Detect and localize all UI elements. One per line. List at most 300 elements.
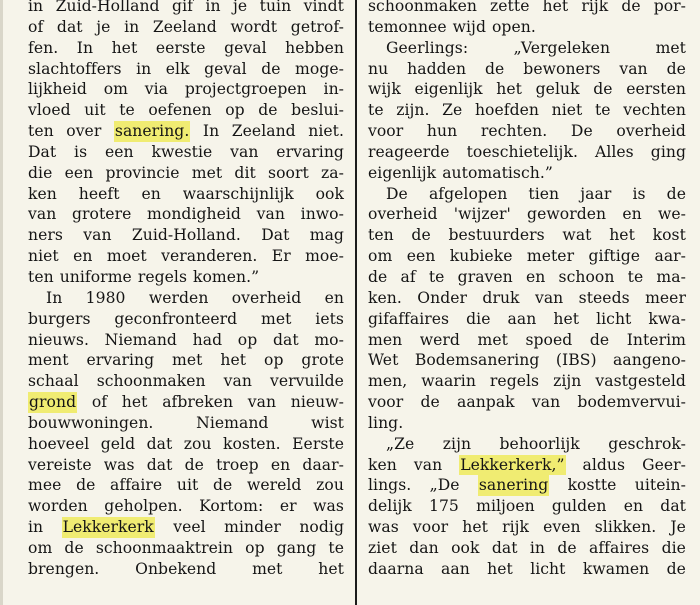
word: rechten.: [480, 122, 548, 141]
word: dit: [234, 163, 256, 182]
word: ervaring: [86, 351, 155, 370]
word: lijkheid: [28, 80, 87, 99]
word: grote: [301, 351, 344, 370]
word: hadden: [407, 59, 467, 78]
text-line: [28, 38, 344, 59]
word: Zuid-Holland.: [131, 226, 241, 245]
word: Dat: [261, 226, 290, 245]
highlighted-term: grond: [29, 393, 77, 412]
text-line: [368, 142, 686, 163]
word: hoeveel: [28, 434, 90, 453]
word: er: [279, 497, 297, 516]
word: vechten: [623, 101, 686, 120]
word: elk: [165, 59, 190, 78]
word: geschrok-: [608, 434, 686, 453]
word: of: [28, 17, 44, 36]
word: dat: [146, 434, 173, 453]
word: om: [28, 538, 53, 557]
word: kubieke: [449, 247, 513, 266]
word: de: [184, 455, 204, 474]
word: bestuurders: [448, 226, 545, 245]
word: inwo-: [300, 205, 344, 224]
word: „De: [429, 476, 460, 495]
word: werden: [148, 288, 209, 307]
word: Zeeland: [152, 17, 217, 36]
word: moe-: [305, 247, 344, 266]
word: vloed: [28, 101, 71, 120]
word: nu: [368, 59, 389, 78]
word: vereiste: [28, 455, 92, 474]
word: Geerlings:: [386, 38, 469, 57]
text-line: [368, 38, 686, 59]
word: ment: [28, 351, 69, 370]
word: daarna: [368, 559, 424, 578]
word: druk: [482, 288, 520, 307]
word: vindt: [303, 0, 344, 15]
word: geluk: [535, 80, 580, 99]
word: van: [83, 226, 112, 245]
word: voor: [368, 122, 404, 141]
text-line: [28, 309, 344, 330]
word: geld: [100, 434, 136, 453]
word: Er: [271, 247, 291, 266]
word: en: [270, 455, 291, 474]
word: mag: [309, 226, 344, 245]
word: de: [64, 538, 84, 557]
word: temonnee: [368, 17, 447, 36]
word: schoonmaaktrein: [95, 538, 234, 557]
word: was: [103, 455, 135, 474]
word: de: [261, 59, 281, 78]
word: licht: [596, 309, 632, 328]
word: op: [225, 101, 245, 120]
text-line: [368, 184, 686, 205]
word: burgers: [28, 309, 91, 328]
text-line: [28, 559, 344, 580]
word: „Vergeleken: [513, 38, 611, 57]
word: overheid: [616, 122, 686, 141]
word: je: [233, 0, 248, 15]
word: De: [386, 184, 408, 203]
word: aanpak: [457, 393, 515, 412]
text-line: [368, 0, 686, 17]
word: die: [661, 538, 686, 557]
word: mo-: [314, 330, 344, 349]
word: overheid: [231, 288, 302, 307]
word: giftige: [588, 247, 641, 266]
word: had: [192, 330, 223, 349]
word: iets: [315, 309, 344, 328]
word: affaires: [589, 538, 650, 557]
word: Kortom:: [199, 497, 264, 516]
text-line: [368, 517, 686, 538]
highlighted-term: sanering.: [114, 122, 190, 141]
word: ziet: [368, 538, 397, 557]
word: bewoners: [523, 59, 601, 78]
word: jaar: [580, 184, 612, 203]
word: met: [261, 309, 292, 328]
word: ten: [368, 226, 394, 245]
word: aangeno-: [613, 351, 686, 370]
word: de: [76, 476, 96, 495]
word: kwamen: [582, 559, 650, 578]
word: dat: [56, 17, 83, 36]
word: te: [368, 101, 384, 120]
word: Je: [670, 518, 686, 537]
text-line: [28, 267, 344, 288]
word: via: [144, 80, 169, 99]
word: wereld: [246, 476, 302, 495]
text-line: [28, 538, 344, 559]
word: de: [258, 101, 278, 120]
word: ervaring: [276, 142, 344, 161]
text-line: [28, 17, 344, 38]
word: te: [328, 538, 344, 557]
word: kostte: [567, 476, 617, 495]
word: het: [318, 559, 344, 578]
word: ook: [315, 184, 344, 203]
word: soort: [268, 163, 309, 182]
word: steeds: [578, 288, 630, 307]
word: Eerste: [292, 434, 344, 453]
text-line: [28, 184, 344, 205]
word: schoonmaken: [368, 0, 477, 15]
word: miljoen: [476, 497, 535, 516]
word: spoed: [525, 330, 573, 349]
word: met: [477, 330, 508, 349]
word: geworden: [527, 205, 607, 224]
word: nieuws.: [28, 330, 89, 349]
text-line: [368, 371, 686, 392]
word: te: [627, 267, 644, 286]
word: Bodemsanering: [414, 351, 540, 370]
word: de: [666, 184, 686, 203]
word: ten: [28, 267, 54, 286]
word: behoorlijk: [499, 434, 580, 453]
word: in: [28, 0, 44, 15]
text-line: [368, 538, 686, 559]
word: de: [485, 59, 505, 78]
word: Dat: [28, 142, 57, 161]
word: meter: [526, 247, 575, 266]
page-edge: [0, 0, 3, 605]
word: uitein-: [634, 476, 686, 495]
text-line: [368, 100, 686, 121]
word: aar-: [654, 247, 686, 266]
word: om: [103, 80, 128, 99]
word: In: [202, 122, 220, 141]
word: minder: [224, 518, 281, 537]
word: het: [609, 226, 635, 245]
word: Niemand: [104, 330, 177, 349]
word: de: [420, 393, 440, 412]
text-line: [28, 517, 344, 538]
word: zijn: [442, 434, 472, 453]
text-line: [28, 100, 344, 121]
word: in: [124, 17, 140, 36]
text-line: [368, 121, 686, 142]
word: men,: [368, 372, 408, 391]
word: troep: [216, 455, 259, 474]
word: regels: [137, 267, 187, 286]
word: dat: [146, 455, 173, 474]
word: toeschietelijk.: [466, 142, 578, 161]
word: de: [593, 80, 613, 99]
word: hun: [426, 122, 458, 141]
word: waarin: [421, 372, 476, 391]
word: projectgroepen: [184, 80, 307, 99]
word: afgelopen: [428, 184, 508, 203]
word: eigenlijk: [368, 163, 437, 182]
word: veranderen.: [161, 247, 258, 266]
word: met: [172, 351, 203, 370]
word: geconfronteerd: [114, 309, 238, 328]
word: kost: [652, 226, 686, 245]
word: Geer-: [642, 455, 686, 474]
word: die: [28, 163, 53, 182]
right-column: [368, 0, 686, 580]
word: van: [28, 205, 57, 224]
word: van: [256, 205, 285, 224]
word: van: [247, 393, 277, 412]
text-line: [28, 350, 344, 371]
word: fen.: [28, 38, 59, 57]
highlighted-term: Lekkerkerk,”: [460, 455, 565, 474]
word: mondigheid: [147, 205, 241, 224]
word: gifaffaires: [368, 309, 450, 328]
word: te: [119, 101, 135, 120]
left-column: [28, 0, 344, 580]
text-line: [368, 225, 686, 246]
word: om: [368, 247, 393, 266]
word: eigenlijk: [414, 80, 483, 99]
word: schoonmaken: [96, 372, 206, 391]
word: het: [220, 351, 247, 370]
word: zou: [183, 434, 212, 453]
word: 1980: [85, 288, 126, 307]
word: 'wijzer': [453, 205, 511, 224]
word: moet: [106, 247, 147, 266]
word: ging: [650, 142, 686, 161]
word: eersten: [626, 80, 686, 99]
word: vervuilde: [269, 372, 344, 391]
word: is: [74, 142, 88, 161]
word: ken.: [368, 288, 402, 307]
word: de: [557, 538, 577, 557]
word: wordt: [230, 17, 278, 36]
word: het: [462, 518, 488, 537]
word: dat: [272, 330, 299, 349]
word: brengen.: [28, 559, 100, 578]
word: getrof-: [290, 17, 344, 36]
word: een: [64, 163, 94, 182]
word: een: [104, 142, 134, 161]
word: hoefden: [474, 101, 539, 120]
word: je: [96, 17, 111, 36]
word: het: [553, 309, 580, 328]
word: tien: [528, 184, 560, 203]
word: gif: [172, 0, 193, 15]
word: een: [406, 247, 436, 266]
word: het: [487, 559, 513, 578]
word: delijk: [368, 497, 412, 516]
word: over: [66, 122, 102, 141]
word: aan: [507, 309, 537, 328]
word: ma-: [656, 267, 686, 286]
word: zijn: [553, 372, 582, 391]
word: Interim: [626, 330, 686, 349]
word: kosten.: [222, 434, 281, 453]
word: in-: [323, 80, 344, 99]
word: 175: [428, 497, 459, 516]
text-line: [28, 496, 344, 517]
text-line: [368, 267, 686, 288]
text-line: [368, 59, 686, 80]
word: por-: [653, 0, 686, 15]
text-line: [28, 246, 344, 267]
word: wat: [562, 226, 592, 245]
word: licht: [530, 559, 566, 578]
word: De: [570, 122, 593, 141]
word: in: [136, 59, 152, 78]
word: en: [324, 288, 344, 307]
highlighted-term: Lekkerkerk: [62, 518, 154, 537]
word: in: [28, 518, 44, 537]
word: de: [666, 59, 686, 78]
word: lings.: [368, 476, 412, 495]
text-line: [28, 413, 344, 434]
text-line: [28, 79, 344, 100]
word: en: [623, 497, 644, 516]
word: de: [368, 267, 388, 286]
text-line: [28, 288, 344, 309]
word: op: [237, 330, 258, 349]
word: kwa-: [648, 309, 686, 328]
word: in: [529, 538, 545, 557]
text-line: [368, 17, 686, 38]
word: heeft: [78, 184, 120, 203]
word: bouwwoningen.: [28, 413, 154, 432]
word: in: [205, 0, 221, 15]
word: graven: [457, 267, 513, 286]
word: en: [141, 184, 161, 203]
word: gulden: [551, 497, 607, 516]
word: Zeeland: [231, 122, 296, 141]
word: daar-: [302, 455, 344, 474]
word: we-: [657, 205, 686, 224]
word: het: [121, 393, 148, 412]
word: afbreken: [162, 393, 234, 412]
text-line: [368, 392, 686, 413]
word: de: [212, 476, 233, 495]
word: ken: [368, 455, 397, 474]
word: slachtoffers: [28, 59, 122, 78]
word: zijn.: [396, 101, 430, 120]
word: niet: [551, 101, 583, 120]
word: van: [534, 288, 564, 307]
word: is: [632, 184, 646, 203]
word: Alles: [595, 142, 634, 161]
word: kwestie: [151, 142, 213, 161]
text-line: [368, 434, 686, 455]
word: wist: [311, 413, 344, 432]
word: rijk: [502, 518, 530, 537]
text-line: [28, 392, 344, 413]
word: wijk: [368, 80, 401, 99]
word: van: [619, 59, 648, 78]
highlighted-term: sanering: [478, 476, 549, 495]
word: automatisch.”: [442, 163, 553, 182]
word: de: [411, 226, 431, 245]
text-line: [368, 163, 686, 184]
word: mee: [28, 476, 62, 495]
word: slikken.: [594, 518, 657, 537]
text-line: [28, 204, 344, 225]
word: ten: [28, 122, 54, 141]
text-line: [28, 434, 344, 455]
word: zette: [490, 0, 530, 15]
word: dat: [660, 497, 686, 516]
word: geholpen.: [104, 497, 183, 516]
text-line: [28, 330, 344, 351]
text-line: [368, 330, 686, 351]
word: regels: [489, 372, 540, 391]
word: tuin: [259, 0, 292, 15]
word: Onbekend: [135, 559, 217, 578]
word: schaal: [28, 372, 79, 391]
word: met: [655, 38, 686, 57]
text-line: [368, 246, 686, 267]
text-line: [368, 455, 686, 476]
text-line: [28, 475, 344, 496]
word: Zuid-Holland: [55, 0, 160, 15]
word: In: [76, 38, 94, 57]
word: voor: [368, 393, 404, 412]
word: nieuw-: [290, 393, 344, 412]
word: rijk: [581, 0, 609, 15]
word: met: [252, 559, 283, 578]
word: en: [525, 267, 546, 286]
text-line: [28, 59, 344, 80]
word: het: [542, 0, 569, 15]
text-line: [28, 142, 344, 163]
word: ken: [28, 184, 57, 203]
word: uniforme: [59, 267, 132, 286]
column-rule: [355, 0, 357, 605]
word: eerste: [155, 38, 206, 57]
word: affaire: [110, 476, 163, 495]
word: was: [368, 518, 399, 537]
word: de: [666, 559, 686, 578]
word: wijd: [452, 17, 486, 36]
text-line: [28, 163, 344, 184]
word: uit: [84, 101, 106, 120]
text-line: [28, 371, 344, 392]
word: worden: [28, 497, 88, 516]
text-line: [368, 79, 686, 100]
word: grotere: [72, 205, 132, 224]
word: met: [191, 163, 223, 182]
word: geval: [224, 38, 267, 57]
word: open.: [491, 17, 536, 36]
word: Wet: [368, 351, 399, 370]
word: op: [245, 538, 265, 557]
word: even: [543, 518, 581, 537]
word: het: [496, 80, 522, 99]
text-line: [368, 413, 686, 434]
word: Ze: [442, 101, 463, 120]
text-line: [368, 496, 686, 517]
